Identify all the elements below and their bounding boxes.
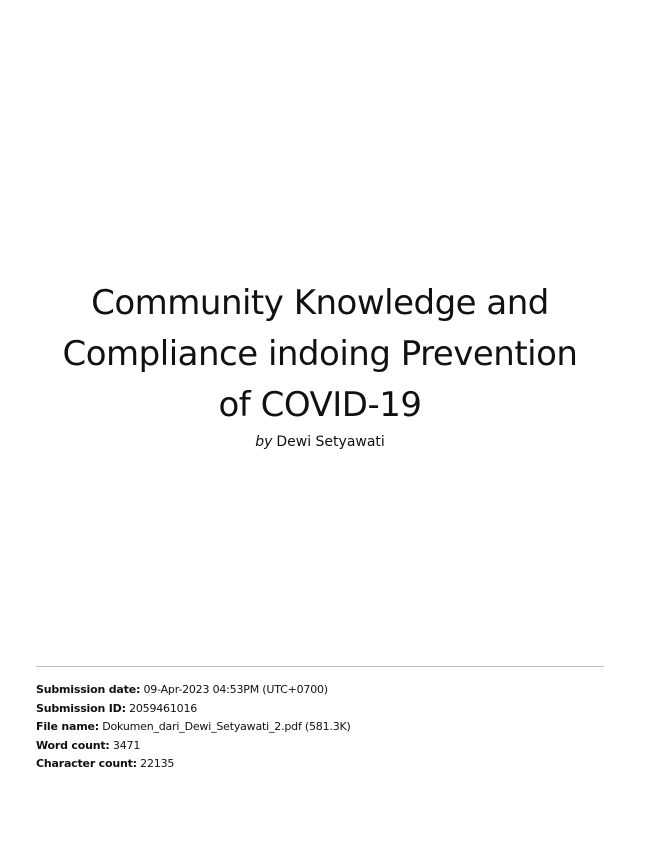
submission-id-row [36, 700, 606, 719]
word-count-value: 3471 [112, 738, 141, 752]
author-name: Dewi Setyawati [276, 434, 385, 450]
submission-id-value: 2059461016 [129, 701, 198, 715]
submission-date-label: Submission date: [36, 683, 141, 696]
submission-date-row [36, 681, 606, 700]
word-count-row [36, 737, 606, 756]
file-name-value: Dokumen_dari_Dewi_Setyawati_2.pdf (581.3K) [102, 720, 351, 733]
character-count-value: 22135 [140, 757, 175, 770]
by-label: by [255, 434, 273, 450]
file-name-label: File name: [36, 720, 99, 733]
document-title-line-2: Compliance indoing Prevention [62, 334, 578, 374]
word-count-label: Word count: [36, 738, 110, 752]
document-title-line-3: of COVID-19 [218, 385, 422, 425]
submission-id-label: Submission ID: [36, 701, 126, 715]
divider [36, 666, 604, 667]
document-title-line-1: Community Knowledge and [91, 283, 549, 323]
file-name-row [36, 718, 606, 737]
character-count-label: Character count: [36, 757, 137, 770]
byline [20, 433, 620, 451]
submission-metadata [36, 681, 606, 774]
title-block [20, 278, 620, 451]
character-count-row [36, 755, 606, 774]
submission-date-value: 09-Apr-2023 04:53PM (UTC+0700) [143, 683, 328, 696]
